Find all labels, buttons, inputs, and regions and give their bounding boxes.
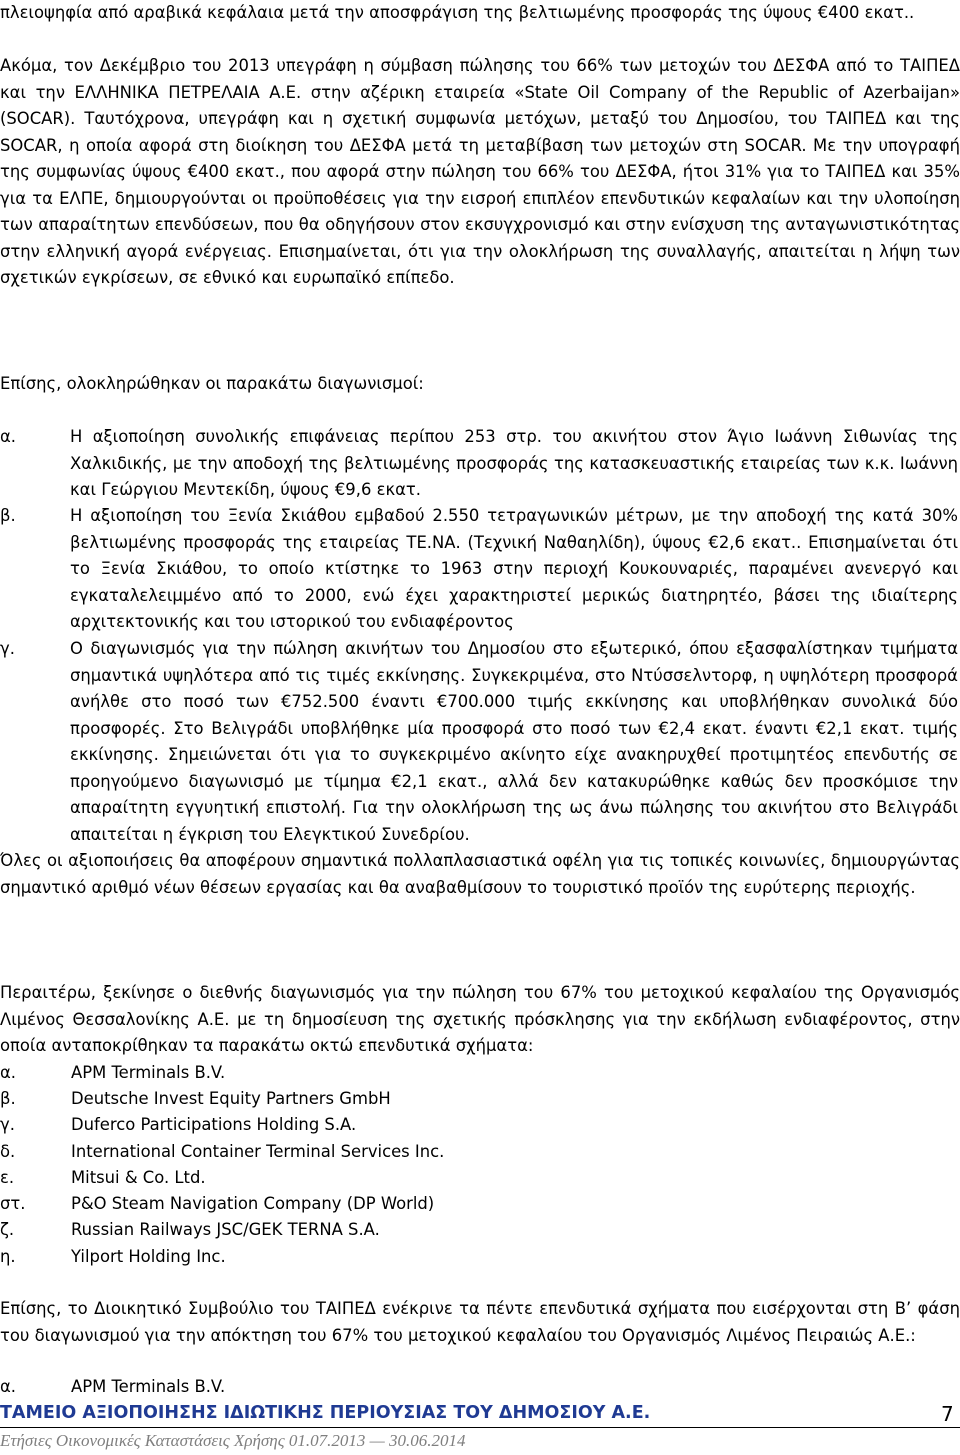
page-number: 7 — [941, 1402, 954, 1426]
piraeus-bidder-item — [0, 1374, 960, 1400]
bidder-name: Yilport Holding Inc. — [71, 1247, 226, 1266]
bidder-marker: στ. — [0, 1194, 26, 1213]
bidder-marker: α. — [0, 1377, 17, 1396]
bidder-item — [0, 1244, 960, 1270]
footer-subtitle: Ετήσιες Οικονομικές Καταστάσεις Χρήσης 01.07.2013 — 30.06.2014 — [0, 1431, 466, 1450]
bidder-name: APM Terminals B.V. — [71, 1063, 226, 1082]
footer-organization: ΤΑΜΕΙΟ ΑΞΙΟΠΟΙΗΣΗΣ ΙΔΙΩΤΙΚΗΣ ΠΕΡΙΟΥΣΙΑΣ ΤΟΥ ΔΗΜΟΣΙΟΥ Α.Ε. — [0, 1403, 651, 1423]
paragraph-benefits: Όλες οι αξιοποιήσεις θα αποφέρουν σημαντικά πολλαπλασιαστικά οφέλη για τις τοπικές κοινωνίες, δημιουργώντας σημαντικό αριθμό νέων θέσεων εργασίας και θα αναβαθμίσουν το τουριστικό προϊόν της ευρύτερης περιοχής. — [0, 851, 960, 897]
bidder-marker: α. — [0, 1063, 17, 1082]
tender-marker: α. — [0, 427, 17, 446]
bidder-name: APM Terminals B.V. — [71, 1377, 226, 1396]
paragraph-thessaloniki-port: Περαιτέρω, ξεκίνησε ο διεθνής διαγωνισμός για την πώληση του 67% του μετοχικού κεφαλαίου της Οργανισμός Λιμένος Θεσσαλονίκης Α.Ε. με τη δημοσίευση της σχετικής πρόσκλησης για την εκδήλωση ενδιαφέροντος, στην οποία ανταποκρίθηκαν τα παρακάτω οκτώ επενδυτικά σχήματα: — [0, 983, 960, 1055]
bidder-item — [0, 1217, 960, 1243]
bidder-item — [0, 1112, 960, 1138]
bidder-marker: β. — [0, 1089, 16, 1108]
bidder-name: P&O Steam Navigation Company (DP World) — [71, 1194, 435, 1213]
bidder-name: International Container Terminal Services Inc. — [71, 1142, 445, 1161]
paragraph-desfa-sale: Ακόμα, τον Δεκέμβριο του 2013 υπεγράφη η σύμβαση πώλησης του 66% των μετοχών του ΔΕΣΦΑ από το ΤΑΙΠΕΔ και την ΕΛΛΗΝΙΚΑ ΠΕΤΡΕΛΑΙΑ Α.Ε. στην αζέρικη εταιρεία «State Oil Company of the Republic of Azerbaijan» (SOCAR). Ταυτόχρονα, υπεγράφη και η σχετική συμφωνία μετόχων, μεταξύ του Δημοσίου, του ΤΑΙΠΕΔ και της SOCAR, η οποία αφορά στη διοίκηση του ΔΕΣΦΑ μετά τη μεταβίβαση των μετοχών στη SOCAR. Με την υπογραφή της συμφωνίας ύψους €400 εκατ., που αφορά στην πώληση του 66% του ΔΕΣΦΑ, ήτοι 31% για το ΤΑΙΠΕΔ και 35% για τα ΕΛΠΕ, δημιουργούνται οι προϋποθέσεις για την εισροή επιπλέον επενδυτικών κεφαλαίων και την υλοποίηση των απαραίτητων επενδύσεων, που θα οδηγήσουν στον εκσυγχρονισμό και στην ενίσχυση της ανταγωνιστικότητας στην ελληνική αγορά ενέργειας. Επισημαίνεται, ότι για την ολοκλήρωση της συναλλαγής, απαιτείται η λήψη των σχετικών εγκρίσεων, σε εθνικό και ευρωπαϊκό επίπεδο. — [0, 56, 960, 287]
bidder-marker: ε. — [0, 1168, 15, 1187]
paragraph-piraeus-port: Επίσης, το Διοικητικό Συμβούλιο του ΤΑΙΠΕΔ ενέκρινε τα πέντε επενδυτικά σχήματα που εισέρχονται στη Β’ φάση του διαγωνισμού για την απόκτηση του 67% του μετοχικού κεφαλαίου του Οργανισμός Λιμένος Πειραιώς Α.Ε.: — [0, 1299, 960, 1345]
bidder-name: Deutsche Invest Equity Partners GmbH — [71, 1089, 391, 1108]
tender-text: Ο διαγωνισμός για την πώληση ακινήτων του Δημοσίου στο εξωτερικό, όπου εξασφαλίστηκαν τιμήματα σημαντικά υψηλότερα από τις τιμές εκκίνησης. Συγκεκριμένα, στο Ντύσσελντορφ, η υψηλότερη προσφορά ανήλθε στο ποσό των €752.500 έναντι €700.000 τιμής εκκίνησης και υποβλήθηκαν συνολικά δύο προσφορές. Στο Βελιγράδι υποβλήθηκε μία προσφορά στο ποσό των €2,4 εκατ. έναντι €2,1 εκατ. τιμής εκκίνησης. Σημειώνεται ότι για το συγκεκριμένο ακίνητο είχε ανακηρυχθεί προτιμητέος επενδυτής σε προηγούμενο διαγωνισμό με τίμημα €2,1 εκατ., αλλά δεν κατακυρώθηκε καθώς δεν προσκόμισε την απαραίτητη εγγυητική επιστολή. Για την ολοκλήρωση της ως άνω πώλησης του ακινήτου στο Βελιγράδι απαιτείται η έγκριση του Ελεγκτικού Συνεδρίου. — [70, 639, 958, 844]
bidder-name: Duferco Participations Holding S.A. — [71, 1115, 357, 1134]
tender-text: Η αξιοποίηση του Ξενία Σκιάθου εμβαδού 2.550 τετραγωνικών μέτρων, με την αποδοχή της κατά 30% βελτιωμένης προσφοράς της εταιρείας ΤΕ.ΝΑ. (Τεχνική Ναθαηλίδη), ύψους €2,6 εκατ.. Επισημαίνεται ότι το Ξενία Σκιάθου, το οποίο κτίστηκε το 1963 στην περιοχή Κουκουναριές, παραμένει ανενεργό και εγκαταλελειμμένο από το 2000, ενώ έχει χαρακτηριστεί μερικώς διατηρητέο, βάσει της ιδιαίτερης αρχιτεκτονικής και του ιστορικού του ενδιαφέροντος — [70, 506, 958, 631]
bidder-name: Russian Railways JSC/GEK TERNA S.A. — [71, 1220, 380, 1239]
paragraph-tenders-heading: Επίσης, ολοκληρώθηκαν οι παρακάτω διαγωνισμοί: — [0, 374, 424, 393]
bidder-item — [0, 1060, 960, 1086]
bidder-item — [0, 1139, 960, 1165]
bidder-item — [0, 1086, 960, 1112]
tender-marker: γ. — [0, 639, 15, 658]
bidder-marker: ζ. — [0, 1220, 15, 1239]
bidder-item — [0, 1165, 960, 1191]
bidder-marker: δ. — [0, 1142, 16, 1161]
tender-marker: β. — [0, 506, 16, 525]
paragraph-intro: πλειοψηφία από αραβικά κεφάλαια μετά την αποσφράγιση της βελτιωμένης προσφοράς της ύψους €400 εκατ.. — [0, 3, 915, 22]
bidder-name: Mitsui & Co. Ltd. — [71, 1168, 206, 1187]
bidder-item — [0, 1191, 960, 1217]
bidder-marker: η. — [0, 1247, 16, 1266]
bidder-marker: γ. — [0, 1115, 15, 1134]
tender-text: Η αξιοποίηση συνολικής επιφάνειας περίπου 253 στρ. του ακινήτου στον Άγιο Ιωάννη Σιθωνίας της Χαλκιδικής, με την αποδοχή της βελτιωμένης προσφοράς της κατασκευαστικής εταιρείας των κ.κ. Ιωάννη και Γεώργιου Μεντεκίδη, ύψους €9,6 εκατ. — [70, 427, 958, 499]
